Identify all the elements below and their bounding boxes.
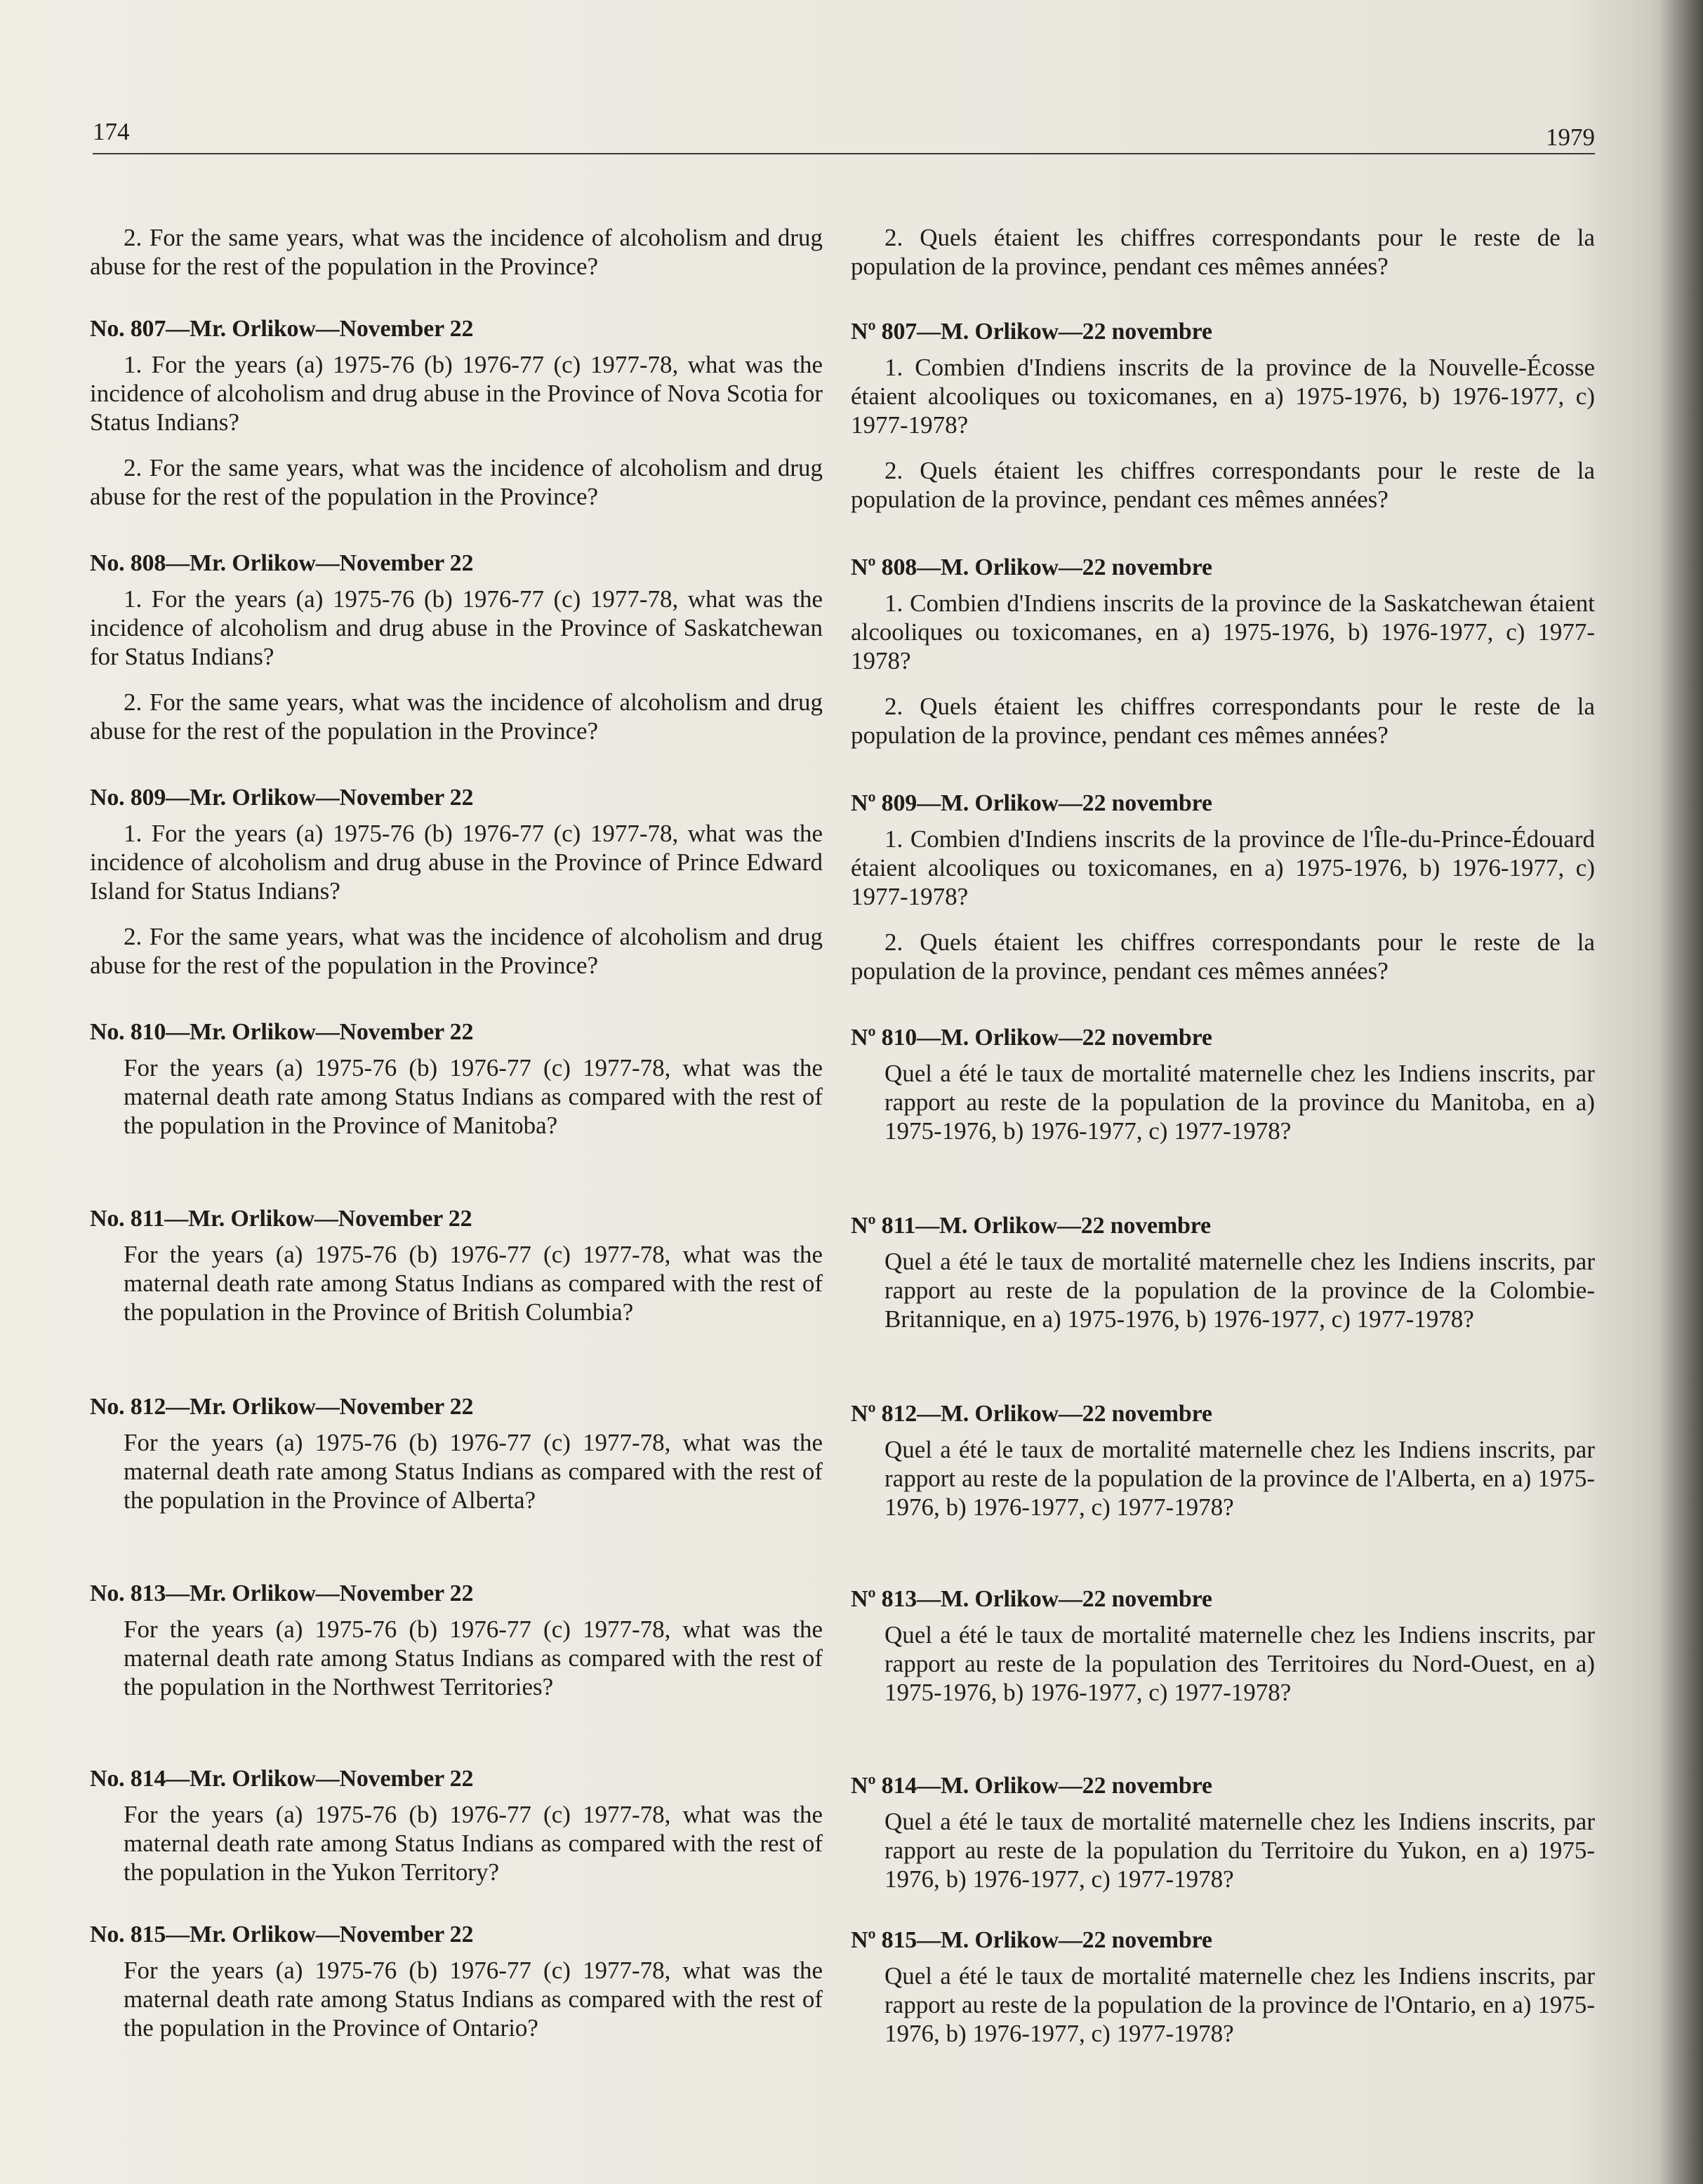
question-807-en bbox=[90, 314, 823, 528]
question-heading: Nº 813—M. Orlikow—22 novembre bbox=[851, 1586, 1212, 1612]
question-814-en bbox=[90, 1764, 823, 1903]
running-head-year: 1979 bbox=[1546, 124, 1595, 151]
question-heading: Nº 812—M. Orlikow—22 novembre bbox=[851, 1401, 1212, 1427]
question-810-en bbox=[90, 1018, 823, 1157]
question-paragraph: 2. Quels étaient les chiffres correspondants pour le reste de la population de la province, pendant ces mêmes années? bbox=[851, 457, 1595, 513]
question-heading: Nº 809—M. Orlikow—22 novembre bbox=[851, 790, 1212, 816]
question-heading: No. 810—Mr. Orlikow—November 22 bbox=[90, 1019, 474, 1045]
question-heading: No. 807—Mr. Orlikow—November 22 bbox=[90, 316, 474, 342]
question-808-fr bbox=[851, 553, 1595, 766]
question-paragraph: Quel a été le taux de mortalité maternelle chez les Indiens inscrits, par rapport au reste de la population de la province de l'Ontario, en a) 1975-1976, b) 1976-1977, c) 1977-1978? bbox=[884, 1962, 1595, 2047]
question-810-fr bbox=[851, 1023, 1595, 1162]
book-gutter-shadow bbox=[1661, 0, 1703, 2184]
question-paragraph: Quel a été le taux de mortalité maternelle chez les Indiens inscrits, par rapport au reste de la population de la province du Manitoba, en a) 1975-1976, b) 1976-1977, c) 1977-1978? bbox=[884, 1060, 1595, 1145]
question-811-en bbox=[90, 1204, 823, 1343]
question-812-en bbox=[90, 1392, 823, 1531]
question-809-fr bbox=[851, 789, 1595, 1002]
question-paragraph: 1. Combien d'Indiens inscrits de la province de l'Île-du-Prince-Édouard étaient alcooliques ou toxicomanes, en a) 1975-1976, b) 1976-1977, c) 1977-1978? bbox=[851, 825, 1595, 910]
question-812-fr bbox=[851, 1399, 1595, 1538]
question-paragraph: For the years (a) 1975-76 (b) 1976-77 (c) 1977-78, what was the maternal death rate among Status Indians as compared with the rest of the population in the Northwest Territories? bbox=[124, 1616, 823, 1700]
english-carryover bbox=[90, 223, 823, 298]
question-heading: No. 812—Mr. Orlikow—November 22 bbox=[90, 1394, 474, 1420]
question-808-en bbox=[90, 549, 823, 762]
question-815-en bbox=[90, 1920, 823, 2059]
question-heading: No. 813—Mr. Orlikow—November 22 bbox=[90, 1580, 474, 1606]
carryover-paragraph: 2. Quels étaient les chiffres correspondants pour le reste de la population de la province, pendant ces mêmes années? bbox=[851, 224, 1595, 280]
carryover-paragraph: 2. For the same years, what was the incidence of alcoholism and drug abuse for the rest of the population in the Province? bbox=[90, 224, 823, 280]
question-807-fr bbox=[851, 317, 1595, 531]
question-815-fr bbox=[851, 1926, 1595, 2065]
question-heading: No. 809—Mr. Orlikow—November 22 bbox=[90, 785, 474, 811]
question-paragraph: 2. Quels étaient les chiffres correspondants pour le reste de la population de la province, pendant ces mêmes années? bbox=[851, 693, 1595, 749]
question-paragraph: For the years (a) 1975-76 (b) 1976-77 (c) 1977-78, what was the maternal death rate among Status Indians as compared with the rest of the population in the Province of Alberta? bbox=[124, 1429, 823, 1514]
question-heading: Nº 811—M. Orlikow—22 novembre bbox=[851, 1213, 1211, 1239]
question-813-fr bbox=[851, 1585, 1595, 1724]
question-heading: Nº 807—M. Orlikow—22 novembre bbox=[851, 319, 1212, 345]
question-paragraph: 1. Combien d'Indiens inscrits de la province de la Saskatchewan étaient alcooliques ou toxicomanes, en a) 1975-1976, b) 1976-1977, c) 1977-1978? bbox=[851, 590, 1595, 674]
french-carryover bbox=[851, 223, 1595, 298]
question-paragraph: 2. Quels étaient les chiffres correspondants pour le reste de la population de la province, pendant ces mêmes années? bbox=[851, 928, 1595, 985]
question-paragraph: Quel a été le taux de mortalité maternelle chez les Indiens inscrits, par rapport au reste de la population des Territoires du Nord-Ouest, en a) 1975-1976, b) 1976-1977, c) 1977-1978? bbox=[884, 1621, 1595, 1706]
question-heading: Nº 808—M. Orlikow—22 novembre bbox=[851, 554, 1212, 580]
page-number: 174 bbox=[93, 118, 130, 145]
question-paragraph: For the years (a) 1975-76 (b) 1976-77 (c) 1977-78, what was the maternal death rate among Status Indians as compared with the rest of the population in the Province of British Columbia? bbox=[124, 1241, 823, 1326]
question-paragraph: 1. For the years (a) 1975-76 (b) 1976-77 (c) 1977-78, what was the incidence of alcoholism and drug abuse in the Province of Nova Scotia for Status Indians? bbox=[90, 351, 823, 436]
question-heading: No. 811—Mr. Orlikow—November 22 bbox=[90, 1206, 472, 1232]
question-814-fr bbox=[851, 1771, 1595, 1910]
question-paragraph: 1. Combien d'Indiens inscrits de la province de la Nouvelle-Écosse étaient alcooliques ou toxicomanes, en a) 1975-1976, b) 1976-1977, c) 1977-1978? bbox=[851, 354, 1595, 439]
question-809-en bbox=[90, 783, 823, 997]
question-paragraph: For the years (a) 1975-76 (b) 1976-77 (c) 1977-78, what was the maternal death rate among Status Indians as compared with the rest of the population in the Province of Manitoba? bbox=[124, 1054, 823, 1139]
question-paragraph: 1. For the years (a) 1975-76 (b) 1976-77 (c) 1977-78, what was the incidence of alcoholism and drug abuse in the Province of Saskatchewan for Status Indians? bbox=[90, 585, 823, 670]
question-heading: Nº 810—M. Orlikow—22 novembre bbox=[851, 1025, 1212, 1051]
question-heading: No. 808—Mr. Orlikow—November 22 bbox=[90, 550, 474, 576]
question-811-fr bbox=[851, 1211, 1595, 1350]
question-heading: No. 815—Mr. Orlikow—November 22 bbox=[90, 1922, 474, 1947]
question-heading: Nº 815—M. Orlikow—22 novembre bbox=[851, 1927, 1212, 1953]
question-paragraph: 2. For the same years, what was the incidence of alcoholism and drug abuse for the rest of the population in the Province? bbox=[90, 688, 823, 745]
question-paragraph: 1. For the years (a) 1975-76 (b) 1976-77 (c) 1977-78, what was the incidence of alcoholism and drug abuse in the Province of Prince Edward Island for Status Indians? bbox=[90, 820, 823, 905]
question-paragraph: 2. For the same years, what was the incidence of alcoholism and drug abuse for the rest of the population in the Province? bbox=[90, 454, 823, 510]
running-head bbox=[93, 118, 1595, 154]
question-813-en bbox=[90, 1579, 823, 1718]
question-paragraph: Quel a été le taux de mortalité maternelle chez les Indiens inscrits, par rapport au reste de la population de la province de la Colombie-Britannique, en a) 1975-1976, b) 1976-1977, c) 1977-1978? bbox=[884, 1248, 1595, 1333]
question-paragraph: 2. For the same years, what was the incidence of alcoholism and drug abuse for the rest of the population in the Province? bbox=[90, 923, 823, 979]
question-paragraph: Quel a été le taux de mortalité maternelle chez les Indiens inscrits, par rapport au reste de la population de la province de l'Alberta, en a) 1975-1976, b) 1976-1977, c) 1977-1978? bbox=[884, 1436, 1595, 1521]
question-paragraph: For the years (a) 1975-76 (b) 1976-77 (c) 1977-78, what was the maternal death rate among Status Indians as compared with the rest of the population in the Yukon Territory? bbox=[124, 1801, 823, 1886]
question-heading: Nº 814—M. Orlikow—22 novembre bbox=[851, 1773, 1212, 1799]
question-paragraph: Quel a été le taux de mortalité maternelle chez les Indiens inscrits, par rapport au reste de la population du Territoire du Yukon, en a) 1975-1976, b) 1976-1977, c) 1977-1978? bbox=[884, 1808, 1595, 1893]
question-heading: No. 814—Mr. Orlikow—November 22 bbox=[90, 1766, 474, 1792]
question-paragraph: For the years (a) 1975-76 (b) 1976-77 (c) 1977-78, what was the maternal death rate among Status Indians as compared with the rest of the population in the Province of Ontario? bbox=[124, 1957, 823, 2042]
